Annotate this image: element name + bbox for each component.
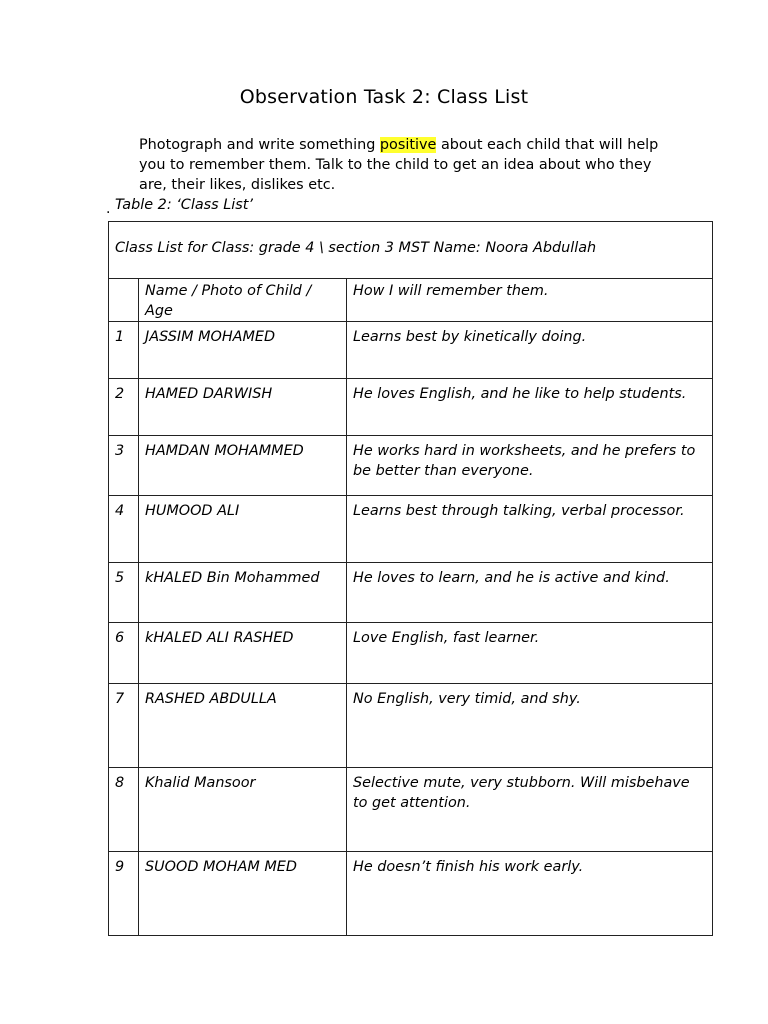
page-title: Observation Task 2: Class List: [239, 86, 529, 108]
student-note: Learns best by kinetically doing.: [347, 322, 713, 379]
student-name: JASSIM MOHAMED: [139, 322, 347, 379]
student-name: HAMDAN MOHAMMED: [139, 436, 347, 496]
student-number: 7: [109, 684, 139, 768]
number-column-header: [109, 279, 139, 322]
intro-highlight: positive: [379, 137, 437, 153]
column-header-row: [109, 279, 713, 322]
remember-column-header: How I will remember them.: [347, 279, 713, 322]
table-row: [109, 379, 713, 436]
student-note: He works hard in worksheets, and he prefers to be better than everyone.: [347, 436, 713, 496]
student-number: 9: [109, 852, 139, 936]
table-row: [109, 496, 713, 563]
student-note: Selective mute, very stubborn. Will misbehave to get attention.: [347, 768, 713, 852]
student-name: Khalid Mansoor: [139, 768, 347, 852]
student-note: He loves English, and he like to help students.: [347, 379, 713, 436]
student-note: He doesn’t finish his work early.: [347, 852, 713, 936]
class-list-body: [109, 222, 713, 936]
student-name: HUMOOD ALI: [139, 496, 347, 563]
intro-text-before: Photograph and write something: [139, 137, 380, 153]
table-header-row: [109, 222, 713, 279]
table-row: [109, 563, 713, 623]
class-list-table: [108, 221, 713, 936]
table-caption: Table 2: ‘Class List’: [115, 197, 253, 213]
table-row: [109, 322, 713, 379]
caption-marker: .: [106, 201, 111, 217]
student-number: 2: [109, 379, 139, 436]
table-row: [109, 623, 713, 684]
table-row: [109, 852, 713, 936]
table-row: [109, 436, 713, 496]
student-name: kHALED Bin Mohammed: [139, 563, 347, 623]
student-name: kHALED ALI RASHED: [139, 623, 347, 684]
intro-paragraph: [139, 135, 659, 195]
student-number: 4: [109, 496, 139, 563]
student-name: RASHED ABDULLA: [139, 684, 347, 768]
name-column-header: Name / Photo of Child / Age: [139, 279, 347, 322]
student-number: 5: [109, 563, 139, 623]
student-name: HAMED DARWISH: [139, 379, 347, 436]
table-row: [109, 768, 713, 852]
student-number: 8: [109, 768, 139, 852]
student-note: Learns best through talking, verbal processor.: [347, 496, 713, 563]
student-note: Love English, fast learner.: [347, 623, 713, 684]
student-name: SUOOD MOHAM MED: [139, 852, 347, 936]
class-header-cell: Class List for Class: grade 4 \ section 3 MST Name: Noora Abdullah: [109, 222, 713, 279]
student-number: 3: [109, 436, 139, 496]
student-note: No English, very timid, and shy.: [347, 684, 713, 768]
table-row: [109, 684, 713, 768]
intro-text-after: about each child that will help you to remember them. Talk to the child to get an idea about who they are, their likes, dislikes etc.: [139, 137, 659, 193]
student-note: He loves to learn, and he is active and kind.: [347, 563, 713, 623]
student-number: 6: [109, 623, 139, 684]
student-number: 1: [109, 322, 139, 379]
